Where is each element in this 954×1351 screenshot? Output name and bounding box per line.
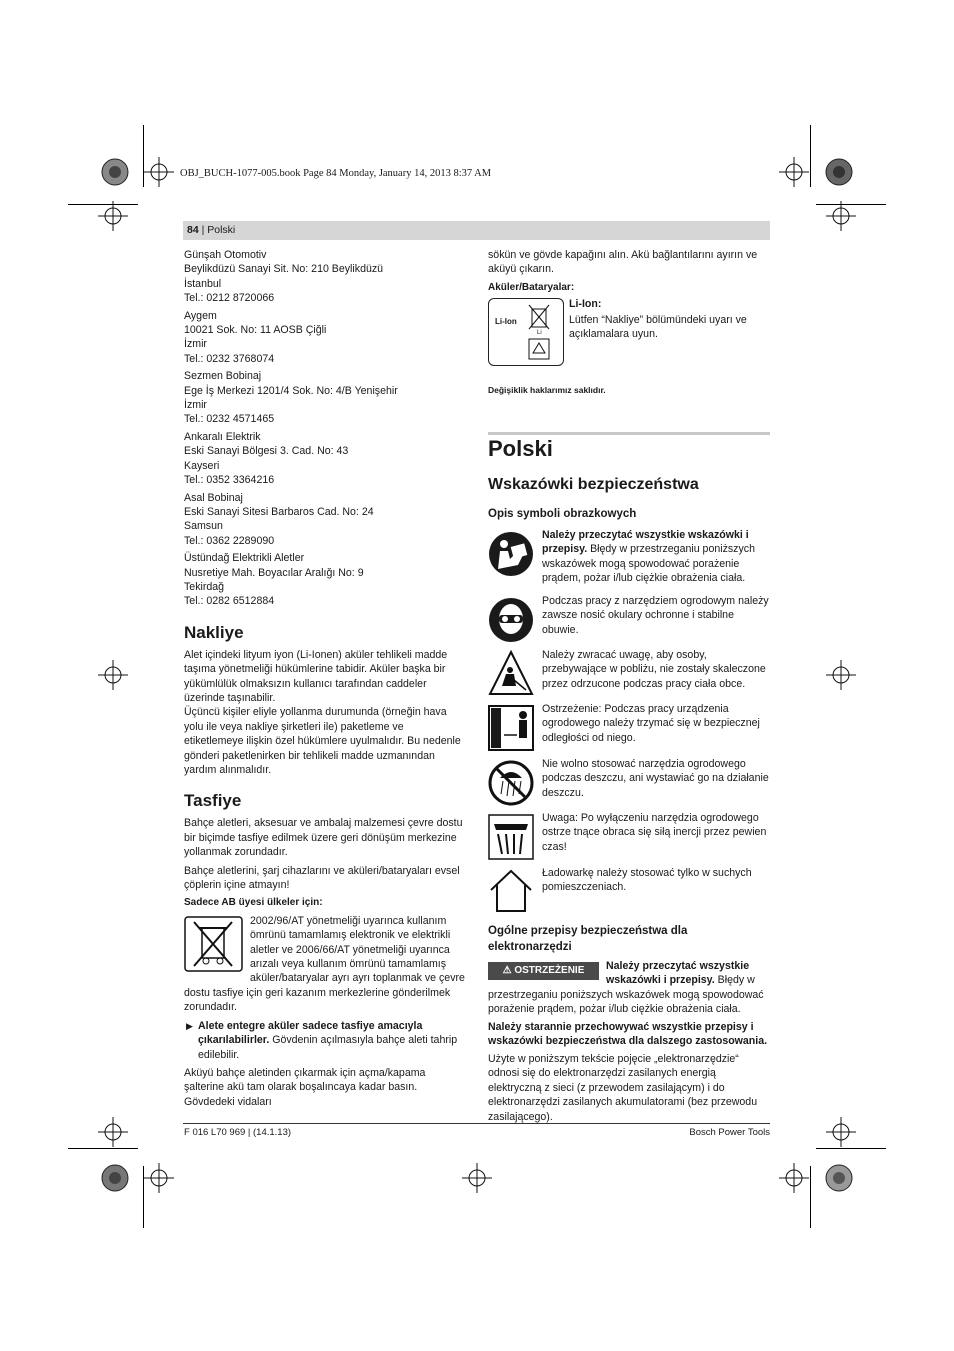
warning-text-inline: Błędy w — [714, 974, 755, 987]
address-city: Samsun — [184, 520, 223, 533]
liion-icon-label: Li-Ion — [495, 317, 517, 326]
liion-symbol-box — [488, 298, 564, 366]
address-name: Günşah Otomotiv — [184, 249, 267, 261]
address-city: İzmir — [184, 338, 207, 351]
rights-reserved: Değişiklik haklarımız saklıdır. — [488, 385, 606, 395]
liion-label: Li-Ion: — [569, 298, 602, 310]
crop-mark — [816, 1148, 886, 1149]
akuler-label: Aküler/Bataryalar: — [488, 281, 575, 293]
registration-mark-icon — [98, 660, 128, 690]
registration-mark-icon — [100, 157, 130, 187]
address-block — [184, 309, 466, 367]
safe-distance-icon — [488, 705, 534, 751]
bullet-item — [184, 1019, 466, 1062]
address-name: Üstündağ Elektrikli Aletler — [184, 552, 305, 565]
registration-mark-icon — [462, 1163, 492, 1193]
section-rule — [488, 432, 770, 435]
address-name: Asal Bobinaj — [184, 491, 243, 504]
warning-text: przestrzeganiu poniższych wskazówek mogą spowodować porażenie prądem, pożar i/lub ciężkie obrażenia ciała. — [488, 989, 764, 1016]
address-city: Kayseri — [184, 459, 220, 472]
registration-mark-icon — [144, 157, 174, 187]
ab-label: Sadece AB üyesi ülkeler için: — [184, 897, 323, 909]
warning-bold: Należy przeczytać wszystkie wskazówki i przepisy. — [606, 960, 750, 987]
header-separator: | — [198, 224, 208, 236]
symbol-bold: Należy przeczytać wszystkie wskazówki i przepisy. — [542, 529, 749, 556]
address-name: Sezmen Bobinaj — [184, 370, 262, 383]
last-paragraph: Aküyü bahçe aletinden çıkarmak için açma/kapama şalterine akü tam olarak boşalıncaya kadar basın. Gövdedeki vidaları — [184, 1066, 426, 1108]
registration-mark-icon — [826, 201, 856, 231]
address-city: İstanbul — [184, 277, 222, 290]
address-tel: Tel.: 0232 3768074 — [184, 352, 275, 365]
registration-mark-icon — [100, 1163, 130, 1193]
symbol-text-7: Ładowarkę należy stosować tylko w suchych pomieszczeniach. — [542, 867, 752, 894]
address-tel: Tel.: 0232 4571465 — [184, 413, 275, 426]
crossed-bin-icon — [184, 916, 243, 972]
footer-brand: Bosch Power Tools — [689, 1127, 770, 1138]
nakliye-paragraph: Üçüncü kişiler eliyle yollanma durumunda (örneğin hava yolu ile veya nakliye şirketleri ile) paketleme ve etiketlemeye ilişkin özel hükümlere uyulmalıdır. Bu nedenle gönderi paketlenirken bir tehlikeli madde uzmanından yardım alınmalıdır. — [184, 706, 461, 776]
thrown-objects-warning-icon — [488, 650, 534, 696]
recycle-battery-icon — [527, 337, 551, 361]
no-rain-icon — [488, 760, 534, 806]
address-city: İzmir — [184, 399, 207, 412]
registration-mark-icon — [98, 1117, 128, 1147]
address-block — [184, 369, 466, 427]
ab-text-continued: dostu tasfiye için geri kazanım merkezlerine gönderilmek zorundadır. — [184, 986, 451, 1014]
section-title-tasfiye: Tasfiye — [184, 791, 242, 811]
registration-mark-icon — [826, 1117, 856, 1147]
warning-badge — [488, 962, 599, 980]
definition-paragraph: Użyte w poniższym tekście pojęcie „elektronarzędzie“ odnosi się do elektronarzędzi zasilanych energią elektryczną z sieci (z przewodem zasilającym) i do elektronarzędzi zasilanych akumulatorami (bez przewodu zasilającego). — [488, 1053, 758, 1123]
section-title-polski: Polski — [488, 436, 553, 461]
registration-mark-icon — [98, 201, 128, 231]
registration-mark-icon — [826, 660, 856, 690]
crop-mark — [810, 1166, 811, 1228]
crossed-bin-icon — [527, 303, 551, 331]
ab-text: 2002/96/AT yönetmeliği uyarınca kullanım ömrünü tamamlamış elektronik ve elektrikli aletler ve 2006/66/AT yönetmeliği uyarınca arızalı veya kullanım ömrünü tamamlamış aküler/bataryalar ayrı ayrı toplanmak ve çevre — [250, 914, 465, 985]
symbol-text-1 — [542, 528, 772, 586]
warning-badge-label: OSTRZEŻENIE — [514, 965, 585, 976]
address-line: Ege İş Merkezi 1201/4 Sok. No: 4/B Yenişehir — [184, 384, 398, 397]
address-tel: Tel.: 0362 2289090 — [184, 534, 275, 547]
footer-doc-number: F 016 L70 969 | (14.1.13) — [184, 1127, 292, 1138]
address-block — [184, 248, 466, 306]
right-column-top — [488, 248, 771, 295]
tasfiye-paragraph: Bahçe aletlerini, şarj cihazlarını ve aküleri/bataryaları evsel çöplerin içine atmayın! — [184, 864, 460, 892]
address-line: 10021 Sok. No: 11 AOSB Çiğli — [184, 324, 327, 337]
symbol-text-5: Nie wolno stosować narzędzia ogrodowego podczas deszczu, ani wystawiać go na działanie deszczu. — [542, 758, 769, 799]
symbol-text-6: Uwaga: Po wyłączeniu narzędzia ogrodowego ostrze tnące obraca się siłą inercji przez pewien czas! — [542, 812, 767, 853]
subsection-title-general: Ogólne przepisy bezpieczeństwa dla elektronarzędzi — [488, 925, 688, 953]
address-name: Aygem — [184, 309, 217, 322]
section-title-nakliye: Nakliye — [184, 622, 244, 642]
address-line: Beylikdüzü Sanayi Sit. No: 210 Beylikdüzü — [184, 263, 384, 276]
symbol-text-3: Należy zwracać uwagę, aby osoby, przebywające w pobliżu, nie zostały skaleczone przez odrzucone podczas pracy ciała obce. — [542, 649, 766, 690]
symbol-desc: Błędy w przestrzeganiu poniższych wskazówek mogą spowodować porażenie prądem, pożar i/lub ciężkie obrażenia ciała. — [542, 543, 755, 585]
address-tel: Tel.: 0282 6512884 — [184, 595, 275, 608]
subsection-title-symbols: Opis symboli obrazkowych — [488, 508, 637, 520]
blade-inertia-icon — [488, 814, 534, 860]
print-slug: OBJ_BUCH-1077-005.book Page 84 Monday, January 14, 2013 8:37 AM — [180, 168, 492, 179]
warning-triangle-icon: ⚠ — [502, 965, 512, 976]
bullet-arrow-icon: ▶ — [186, 1020, 193, 1031]
address-name: Ankaralı Elektrik — [184, 430, 261, 443]
registration-mark-icon — [779, 157, 809, 187]
bullet-bold: Alete entegre aküler sadece tasfiye amacıyla çıkarılabilirler. — [198, 1019, 423, 1047]
symbol-text-4: Ostrzeżenie: Podczas pracy urządzenia ogrodowego należy trzymać się w bezpiecznej odległości od niego. — [542, 703, 760, 744]
liion-text: Lütfen “Nakliye” bölümündeki uyarı ve açıklamalara uyun. — [569, 314, 747, 341]
address-line: Eski Sanayi Bölgesi 3. Cad. No: 43 — [184, 445, 349, 458]
section-title-safety: Wskazówki bezpieczeństwa — [488, 476, 699, 493]
warning-inline — [606, 959, 771, 988]
page-header-bar — [183, 221, 770, 240]
page-number: 84 — [187, 224, 199, 236]
left-column — [184, 248, 466, 1109]
address-city: Tekirdağ — [184, 580, 225, 593]
registration-mark-icon — [144, 1163, 174, 1193]
registration-mark-icon — [779, 1163, 809, 1193]
tasfiye-paragraph: Bahçe aletleri, aksesuar ve ambalaj malzemesi çevre dostu bir biçimde tasfiye edilmek üzere geri dönüşüm merkezine yollanmak zorundadır. — [184, 817, 463, 859]
keep-instructions: Należy starannie przechowywać wszystkie przepisy i wskazówki bezpieczeństwa dla dalszego zastosowania. — [488, 1021, 768, 1048]
address-block — [184, 551, 466, 609]
address-block — [184, 491, 466, 549]
address-tel: Tel.: 0352 3364216 — [184, 474, 275, 487]
weee-block — [184, 914, 466, 986]
crop-mark — [68, 1148, 138, 1149]
liion-icon-label-small: Li — [537, 330, 542, 336]
bullet-text: Gövdenin açılmasıyla bahçe aleti tahrip edilebilir. — [198, 1034, 458, 1061]
crop-mark — [810, 125, 811, 187]
continued-paragraph: sökün ve gövde kapağını alın. Akü bağlantılarını ayırın ve aküyü çıkarın. — [488, 249, 758, 276]
address-block — [184, 430, 466, 488]
page-header — [187, 224, 235, 236]
indoor-use-icon — [488, 868, 534, 914]
registration-mark-icon — [824, 157, 854, 187]
registration-mark-icon — [824, 1163, 854, 1193]
read-manual-icon — [488, 531, 534, 577]
safety-goggles-icon — [488, 597, 534, 643]
header-section: Polski — [207, 224, 236, 236]
nakliye-paragraph: Alet içindeki lityum iyon (Li-Ionen) aküler tehlikeli madde taşıma yönetmeliği hükümlerine tabidir. Aküler başka bir yükümlülük olmaksızın kullanıcı tarafından caddeler üzerinde taşınabilir. — [184, 648, 448, 704]
address-line: Nusretiye Mah. Boyacılar Aralığı No: 9 — [184, 566, 364, 579]
address-tel: Tel.: 0212 8720066 — [184, 292, 275, 305]
symbol-text-2: Podczas pracy z narzędziem ogrodowym należy zawsze nosić okulary ochronne i stabilne obuwie. — [542, 595, 769, 636]
address-line: Eski Sanayi Sitesi Barbaros Cad. No: 24 — [184, 505, 374, 518]
footer-rule — [183, 1123, 770, 1124]
